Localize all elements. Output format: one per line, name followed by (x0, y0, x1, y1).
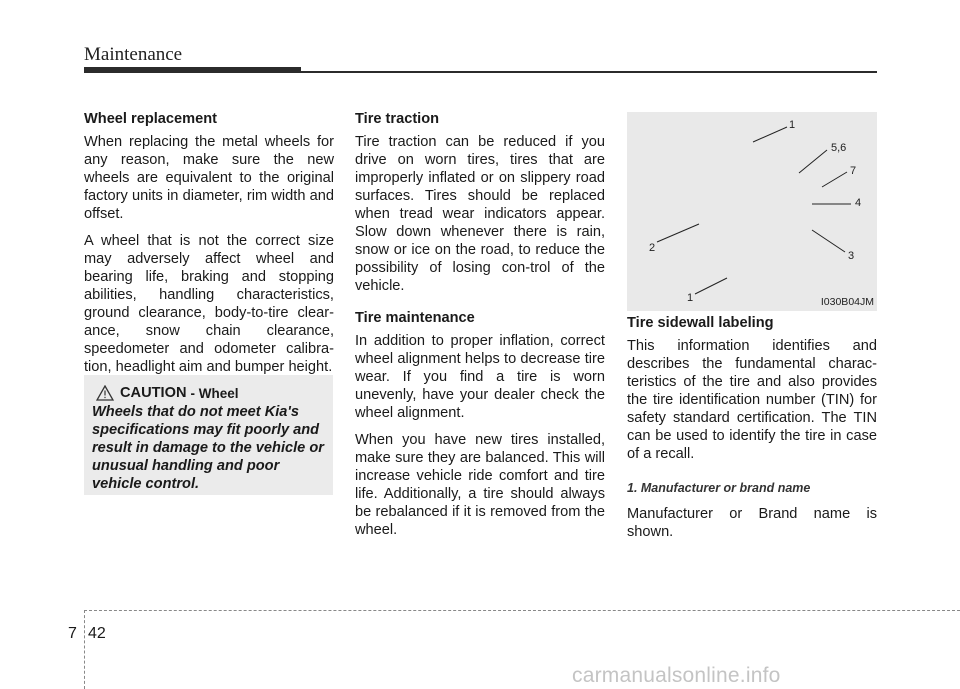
tire-maintenance-paragraph-2: When you have new tires installed, make sure they are balanced. This will increase vehicle ride comfort and tire life. Additionally, a tire should always be rebalanced if it is removed from the wheel. (355, 432, 605, 538)
figure-code: I030B04JM (820, 296, 874, 308)
callout-label-5-6: 5,6 (831, 142, 847, 154)
header-bar (84, 67, 301, 73)
footer-divider (84, 610, 85, 689)
caution-text: Wheels that do not meet Kia's specifications may fit poorly and result in damage to the vehicle or unusual handling and poor vehicle control. (92, 404, 324, 492)
header-rule (301, 71, 877, 73)
middle-column (355, 110, 605, 548)
wheel-replacement-paragraph-1: When replacing the metal wheels for any reason, make sure the new wheels are equivalent to the original factory units in diameter, rim width and offset. (84, 134, 334, 222)
page-number: 42 (88, 625, 106, 642)
tire-maintenance-heading: Tire maintenance (355, 310, 475, 326)
callout-label-4: 4 (855, 197, 862, 209)
wheel-replacement-heading: Wheel replacement (84, 111, 218, 127)
callout-label-1: 1 (789, 119, 796, 131)
tire-traction-heading: Tire traction (355, 111, 440, 127)
caution-subject: - Wheel (190, 385, 239, 401)
left-column (84, 110, 334, 385)
callout-label-2: 2 (649, 242, 656, 254)
caution-box (84, 375, 333, 495)
tire-maintenance-paragraph-1: In addition to proper inflation, correct wheel alignment helps to decrease tire wear. If you find a tire is worn unevenly, have your dealer check the wheel alignment. (355, 333, 605, 421)
callout-label-1b: 1 (687, 292, 694, 304)
watermark: carmanualsonline.info (572, 664, 781, 687)
footer-rule (84, 610, 960, 611)
callout-label-7: 7 (850, 165, 857, 177)
wheel-replacement-paragraph-2: A wheel that is not the correct size may adversely affect wheel and bearing life, braking and stopping abilities, handling characteristics, ground clearance, body-to-tire clear-ance, snow chain clearance, speedometer and odometer calibra-tion, headlight aim and bumper height. (84, 233, 334, 375)
caution-label: CAUTION (120, 385, 187, 401)
chapter-number: 7 (68, 625, 77, 642)
right-column (627, 314, 877, 550)
manufacturer-subheading: 1. Manufacturer or brand name (627, 481, 811, 495)
tire-traction-paragraph: Tire traction can be reduced if you drive on worn tires, tires that are improperly inflated or on slippery road surfaces. Tires should be replaced when tread wear indicators appear. Slow down whenever there is rain, snow or ice on the road, to reduce the possibility of losing con-trol of the vehicle. (355, 134, 605, 294)
manufacturer-paragraph: Manufacturer or Brand name is shown. (627, 506, 877, 540)
tire-sidewall-heading: Tire sidewall labeling (627, 315, 774, 331)
tire-sidewall-paragraph: This information identifies and describes the fundamental charac-teristics of the tire and also provides the tire identification number (TIN) for safety standard certification. The TIN can be used to identify the tire in case of a recall. (627, 338, 877, 462)
callout-label-3: 3 (848, 250, 855, 262)
page-header-title: Maintenance (84, 44, 183, 65)
warning-triangle-icon (96, 385, 114, 401)
tire-sidewall-figure (627, 112, 877, 311)
